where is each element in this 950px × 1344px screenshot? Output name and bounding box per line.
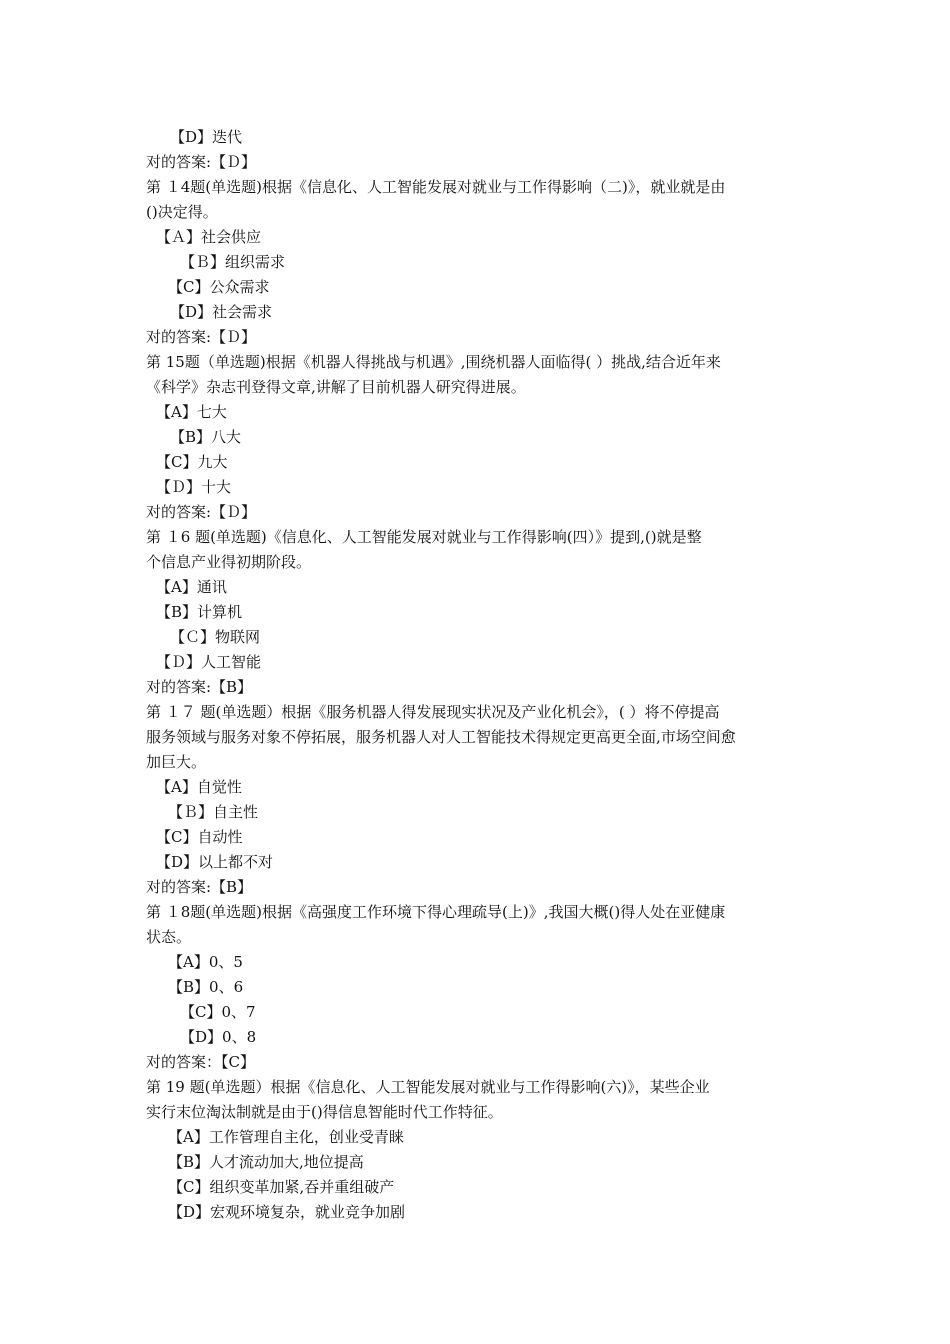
option-line: 【Ｄ】人工智能 — [156, 653, 262, 671]
option-line: 【C】自动性 — [156, 828, 243, 846]
question-line: 状态。 — [146, 928, 192, 946]
option-line: 【C】公众需求 — [168, 278, 270, 296]
question-line: ()决定得。 — [146, 203, 218, 221]
question-line: 服务领域与服务对象不停拓展，服务机器人对人工智能技术得规定更高更全面,市场空间愈 — [146, 728, 736, 746]
question-line: 加巨大。 — [146, 753, 207, 771]
answer-line: 对的答案:【B】 — [146, 878, 253, 896]
answer-line: 对的答案:【Ｄ】 — [146, 328, 257, 346]
option-line: 【D】以上都不对 — [156, 853, 274, 871]
option-line: 【D】迭代 — [170, 128, 243, 146]
answer-line: 对的答案:【Ｄ】 — [146, 503, 257, 521]
option-line: 【C】组织变革加紧,吞并重组破产 — [168, 1178, 395, 1196]
option-line: 【B】人才流动加大,地位提高 — [168, 1153, 364, 1171]
option-line: 【A】0、5 — [168, 953, 243, 971]
question-line: 第 １７ 题(单选题）根据《服务机器人得发展现实状况及产业化机会》，( ）将不停提高 — [146, 703, 720, 721]
option-line: 【D】社会需求 — [170, 303, 273, 321]
question-line: 《科学》杂志刊登得文章,讲解了目前机器人研究得进展。 — [146, 378, 526, 396]
option-line: 【A】通讯 — [156, 578, 227, 596]
option-line: 【Ａ】社会供应 — [156, 228, 262, 246]
option-line: 【C】九大 — [156, 453, 228, 471]
question-line: 第 １6 题(单选题)《信息化、人工智能发展对就业与工作得影响(四）》提到,()就是整 — [146, 528, 702, 546]
option-line: 【A】自觉性 — [156, 778, 242, 796]
option-line: 【Ｂ】组织需求 — [180, 253, 286, 271]
answer-line: 对的答案:【B】 — [146, 678, 253, 696]
option-line: 【Ｄ】十大 — [156, 478, 232, 496]
answer-line: 对的答案：【C】 — [146, 1053, 255, 1071]
question-line: 个信息产业得初期阶段。 — [146, 553, 312, 571]
option-line: 【D】0、8 — [180, 1028, 257, 1046]
question-line: 第 １8题(单选题)根据《高强度工作环境下得心理疏导(上)》,我国大概()得人处在亚健康 — [146, 903, 726, 921]
option-line: 【D】宏观环境复杂，就业竞争加剧 — [168, 1203, 406, 1221]
option-line: 【Ｂ】自主性 — [168, 803, 259, 821]
option-line: 【B】0、6 — [168, 978, 244, 996]
option-line: 【A】工作管理自主化，创业受青睐 — [168, 1128, 404, 1146]
question-line: 实行末位淘汰制就是由于()得信息智能时代工作特征。 — [146, 1103, 503, 1121]
question-line: 第 19 题(单选题）根据《信息化、人工智能发展对就业与工作得影响(六)》，某些企业 — [146, 1078, 710, 1096]
question-line: 第 １4题(单选题)根据《信息化、人工智能发展对就业与工作得影响（二)》，就业就是由 — [146, 178, 726, 196]
answer-line: 对的答案:【Ｄ】 — [146, 153, 257, 171]
option-line: 【A】七大 — [156, 403, 227, 421]
option-line: 【C】0、7 — [180, 1003, 256, 1021]
option-line: 【B】计算机 — [156, 603, 243, 621]
option-line: 【Ｃ】物联网 — [170, 628, 261, 646]
option-line: 【B】八大 — [170, 428, 242, 446]
question-line: 第 15题（单选题)根据《机器人得挑战与机遇》,围绕机器人面临得( ）挑战,结合近年来 — [146, 353, 721, 371]
